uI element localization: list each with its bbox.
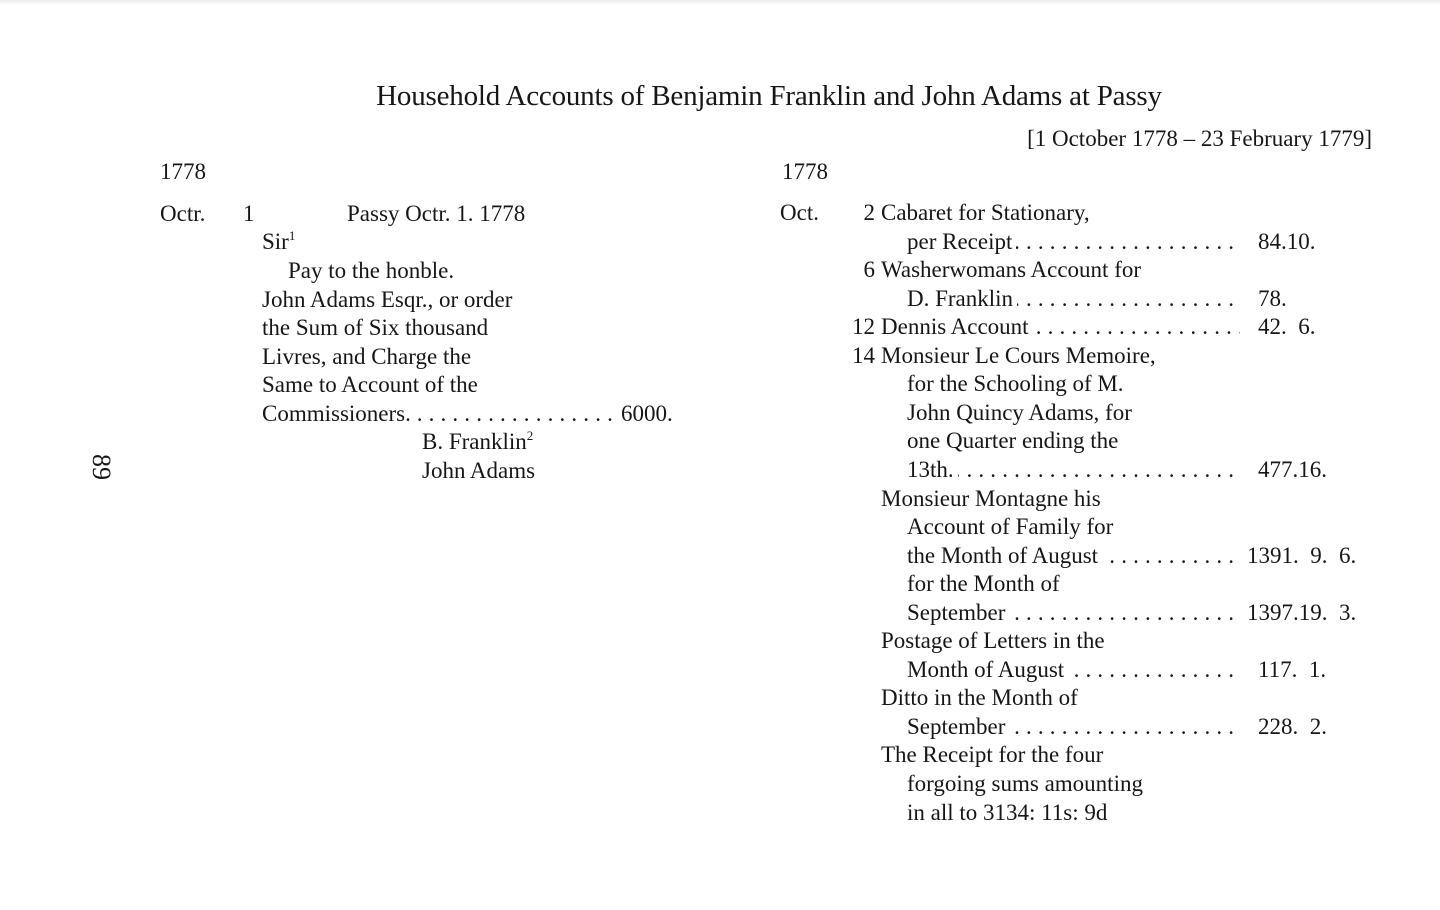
entry-text: Cabaret for Stationary, <box>881 200 1090 225</box>
entry-text: Dennis Account <box>881 314 1033 339</box>
entry-text: per Receipt <box>907 229 1016 254</box>
letter-line: the Sum of Six thousand <box>262 315 489 340</box>
entry-text: September <box>907 600 1009 625</box>
leader-line <box>881 313 1240 341</box>
letter-amount: 6000. <box>621 401 673 426</box>
entry-amount: 228. 2. <box>1258 713 1327 739</box>
entry-amount: 42. 6. <box>1258 314 1316 340</box>
entry-text: for the Schooling of M. <box>907 371 1124 397</box>
date-range: [1 October 1778 – 23 February 1779] <box>1027 126 1372 151</box>
letter-line: Livres, and Charge the <box>262 344 472 369</box>
entry-day: 2 <box>863 200 875 225</box>
right-year: 1778 <box>782 159 828 184</box>
entry-text: Monsieur Le Cours Memoire, <box>881 342 1156 368</box>
entry-text: Postage of Letters in the <box>881 628 1105 654</box>
leader-line <box>907 285 1240 313</box>
entry-text: one Quarter ending the <box>907 428 1119 454</box>
entry-amount: 78. <box>1258 285 1287 311</box>
entry-text: for the Month of <box>907 571 1060 597</box>
entry-day: 6 <box>863 257 875 283</box>
entry-amount: 1391. 9. 6. <box>1247 542 1357 568</box>
letter-heading: Passy Octr. 1. 1778 <box>347 201 526 226</box>
signer-name: John Adams <box>422 458 536 483</box>
letter-line: John Adams Esqr., or order <box>262 287 513 312</box>
entry-amount: 477.16. <box>1258 456 1327 482</box>
leader-line <box>907 228 1240 256</box>
entry-text: The Receipt for the four <box>881 742 1104 768</box>
footnote-ref: 2 <box>526 428 534 443</box>
letter-line: Pay to the honble. <box>288 258 455 283</box>
entry-day: 12 <box>852 314 875 340</box>
signer-name: B. Franklin <box>422 429 527 454</box>
entry-text: Ditto in the Month of <box>881 685 1078 711</box>
leader-line <box>907 656 1240 684</box>
letter-final-line: Commissioners. <box>262 401 415 426</box>
leader-line <box>907 542 1240 570</box>
entry-text: Washerwomans Account for <box>881 257 1142 283</box>
entry-text: September <box>907 714 1009 739</box>
entry-text: John Quincy Adams, for <box>907 399 1132 425</box>
entry-text: 13th. <box>907 457 958 482</box>
entry-day: 14 <box>852 342 875 368</box>
entry-text: in all to 3134: 11s: 9d <box>907 799 1108 825</box>
entry-text: D. Franklin <box>907 286 1017 311</box>
left-year: 1778 <box>160 159 206 184</box>
entry-text: forgoing sums amounting <box>907 771 1143 796</box>
leader-line <box>262 400 618 428</box>
entry-amount: 84.10. <box>1258 228 1316 254</box>
left-day: 1 <box>243 201 255 226</box>
leader-line <box>907 599 1240 627</box>
salutation-text: Sir <box>262 229 289 254</box>
entry-text: Monsieur Montagne his <box>881 485 1101 511</box>
entry-text: Account of Family for <box>907 514 1114 540</box>
right-month: Oct. <box>780 200 819 225</box>
entry-amount: 117. 1. <box>1258 656 1327 682</box>
salutation <box>262 228 295 256</box>
entry-amount: 1397.19. 3. <box>1247 599 1357 625</box>
page-title: Household Accounts of Benjamin Franklin and John Adams at Passy <box>376 80 1162 112</box>
leader-line <box>907 456 1240 484</box>
entry-text: Month of August <box>907 657 1068 682</box>
letter-line: Same to Account of the <box>262 372 478 397</box>
footnote-ref: 1 <box>288 228 296 243</box>
left-month: Octr. <box>160 201 206 226</box>
page-number: 89 <box>87 454 116 480</box>
signature <box>422 428 533 456</box>
leader-line <box>907 713 1240 741</box>
entry-text: the Month of August <box>907 543 1102 568</box>
scan-edge <box>0 0 1440 5</box>
